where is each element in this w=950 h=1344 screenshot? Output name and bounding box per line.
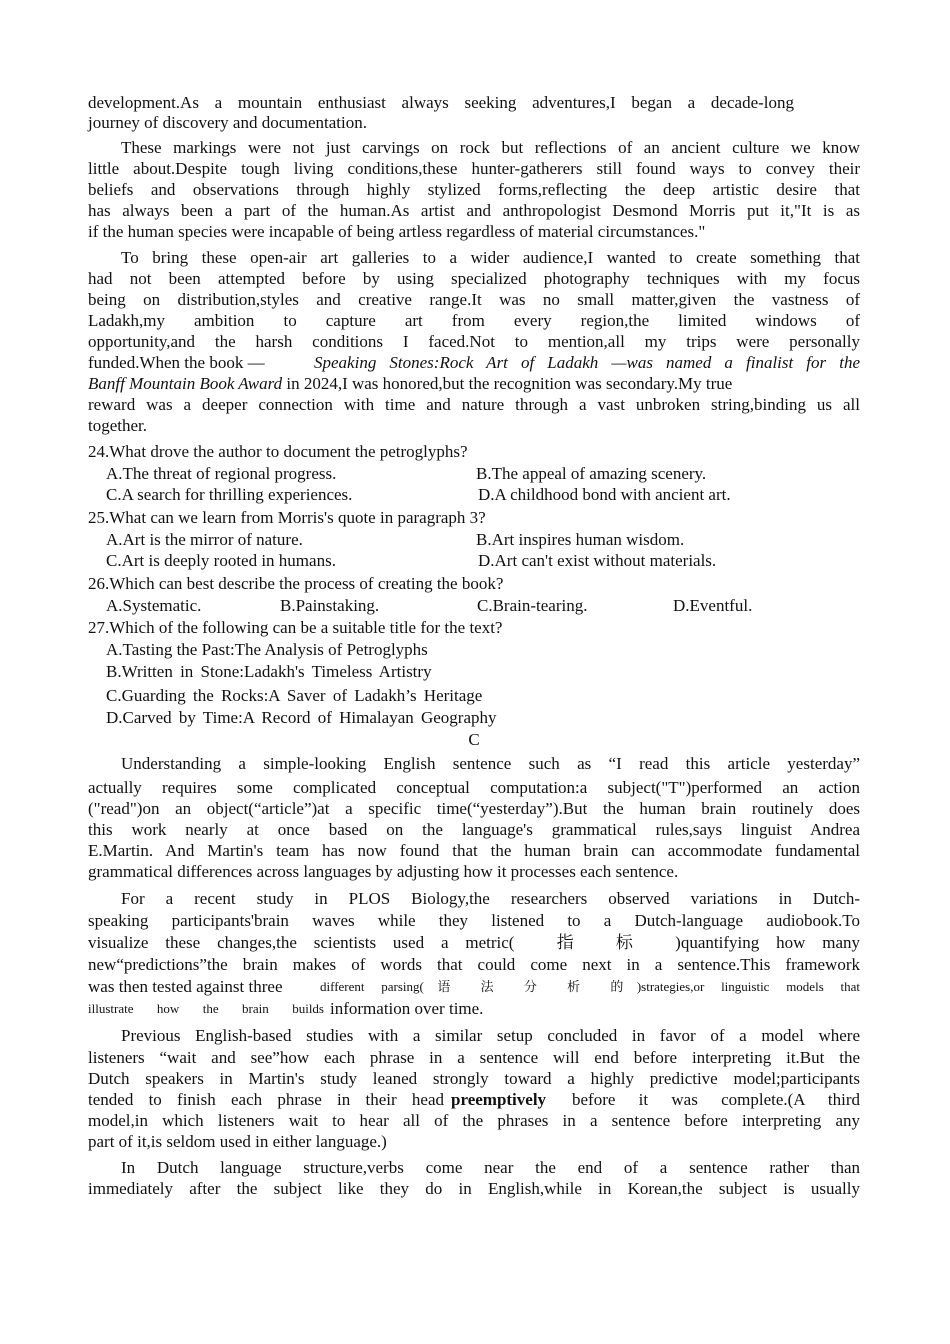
award-text: in 2024,I was honored,but the recognition was secondary.My true xyxy=(282,374,733,393)
passage-b-line: development.As a mountain enthusiast always seeking adventures,I began a decade-long xyxy=(88,93,794,112)
passage-c-line: Understanding a simple-looking English sentence such as “I read this article yesterday” xyxy=(121,754,860,773)
passage-b-line: if the human species were incapable of being artless regardless of material circumstances." xyxy=(88,222,706,241)
passage-heading: C xyxy=(468,730,480,749)
passage-c-line: new“predictions”the brain makes of words that could come next in a sentence.This framework xyxy=(88,955,860,974)
passage-b-line xyxy=(88,352,860,374)
option-d[interactable]: D.Eventful. xyxy=(673,596,753,615)
third-model-text: before it was complete.(A third xyxy=(572,1090,860,1109)
option-b[interactable]: B.The appeal of amazing scenery. xyxy=(476,464,707,483)
passage-c-line: this work nearly at once based on the language's grammatical rules,says linguist Andrea xyxy=(88,820,860,839)
passage-c-line: Dutch speakers in Martin's study leaned strongly toward a highly predictive model;participants xyxy=(88,1069,860,1088)
option-a[interactable]: A.The threat of regional progress. xyxy=(106,464,337,483)
option-d[interactable]: D.Carved by Time:A Record of Himalayan Geography xyxy=(106,708,497,727)
passage-c-line: listeners “wait and see”how each phrase in a sentence will end before interpreting it.But the xyxy=(88,1048,860,1067)
passage-c-line: grammatical differences across languages by adjusting how it processes each sentence. xyxy=(88,862,679,881)
finish-phrase-text: tended to finish each phrase in their head xyxy=(88,1090,444,1109)
passage-b-line: had not been attempted before by using specialized photography techniques with my focus xyxy=(88,269,860,288)
book-intro-text: funded.When the book — xyxy=(88,353,265,372)
illustrate-text: illustrate how the brain builds xyxy=(88,1001,324,1016)
passage-c-line: visualize these changes,the scientists used a metric( 指 标 )quantifying how many xyxy=(88,933,860,952)
passage-c-line: Previous English-based studies with a similar setup concluded in favor of a model where xyxy=(121,1026,860,1045)
passage-b-line: has always been a part of the human.As artist and anthropologist Desmond Morris put it,"It is as xyxy=(88,201,860,220)
passage-b-line xyxy=(88,373,860,395)
passage-b-line: being on distribution,styles and creative range.It was no small matter,given the vastness of xyxy=(88,290,860,309)
question-stem: 24.What drove the author to document the petroglyphs? xyxy=(88,442,468,461)
passage-c-line: model,in which listeners wait to hear all of the phrases in a sentence before interpreting any xyxy=(88,1111,860,1130)
question-stem: 26.Which can best describe the process of creating the book? xyxy=(88,574,504,593)
preemptively-bold: preemptively xyxy=(451,1090,547,1109)
passage-c-line: ("read")on an object(“article”)at a specific time(“yesterday”).But the human brain routinely does xyxy=(88,799,860,818)
option-a[interactable]: A.Art is the mirror of nature. xyxy=(106,530,303,549)
passage-c-line xyxy=(88,998,860,1020)
question-stem: 27.Which of the following can be a suitable title for the text? xyxy=(88,618,503,637)
passage-c-line: immediately after the subject like they do in English,while in Korean,the subject is usually xyxy=(88,1179,860,1198)
information-text: information over time. xyxy=(330,999,484,1018)
option-b[interactable]: B.Written in Stone:Ladakh's Timeless Artistry xyxy=(106,662,432,681)
option-a[interactable]: A.Systematic. xyxy=(106,596,202,615)
passage-b-line: Ladakh,my ambition to capture art from every region,the limited windows of xyxy=(88,311,860,330)
option-b[interactable]: B.Painstaking. xyxy=(280,596,380,615)
award-name-italic: Banff Mountain Book Award xyxy=(88,374,283,393)
passage-b-line: little about.Despite tough living conditions,these hunter-gatherers still found ways to convey their xyxy=(88,159,860,178)
option-c[interactable]: C.Art is deeply rooted in humans. xyxy=(106,551,336,570)
option-d[interactable]: D.A childhood bond with ancient art. xyxy=(478,485,731,504)
passage-c-line: For a recent study in PLOS Biology,the researchers observed variations in Dutch- xyxy=(121,889,860,908)
passage-c-line xyxy=(88,1089,860,1111)
framework-text: was then tested against three xyxy=(88,977,283,996)
option-d[interactable]: D.Art can't exist without materials. xyxy=(478,551,717,570)
passage-b-line: These markings were not just carvings on rock but reflections of an ancient culture we know xyxy=(121,138,860,157)
option-c[interactable]: C.A search for thrilling experiences. xyxy=(106,485,353,504)
passage-c-line: speaking participants'brain waves while they listened to a Dutch-language audiobook.To xyxy=(88,911,860,930)
passage-b-line: To bring these open-air art galleries to a wider audience,I wanted to create something that xyxy=(121,248,860,267)
passage-b-line: beliefs and observations through highly stylized forms,reflecting the deep artistic desire that xyxy=(88,180,860,199)
passage-b-line: journey of discovery and documentation. xyxy=(88,113,368,132)
passage-c-line: part of it,is seldom used in either language.) xyxy=(88,1132,387,1151)
passage-b-line: together. xyxy=(88,416,148,435)
passage-c-line: actually requires some complicated conceptual computation:a subject("T")performed an action xyxy=(88,778,860,797)
passage-b-line: reward was a deeper connection with time and nature through a vast unbroken string,binding us all xyxy=(88,395,860,414)
parsing-strategies-text: different parsing(语 法 分 析 的)strategies,or linguistic models that xyxy=(320,979,860,994)
passage-c-line: E.Martin. And Martin's team has now found that the human brain can accommodate fundamental xyxy=(88,841,860,860)
passage-b-line: opportunity,and the harsh conditions I faced.Not to mention,all my trips were personally xyxy=(88,332,860,351)
option-a[interactable]: A.Tasting the Past:The Analysis of Petroglyphs xyxy=(106,640,428,659)
passage-c-line xyxy=(88,976,860,998)
option-c[interactable]: C.Guarding the Rocks:A Saver of Ladakh’s Heritage xyxy=(106,686,483,705)
option-b[interactable]: B.Art inspires human wisdom. xyxy=(476,530,685,549)
option-c[interactable]: C.Brain-tearing. xyxy=(477,596,588,615)
passage-c-line: In Dutch language structure,verbs come near the end of a sentence rather than xyxy=(121,1158,860,1177)
question-stem: 25.What can we learn from Morris's quote in paragraph 3? xyxy=(88,508,486,527)
book-title-italic: Speaking Stones:Rock Art of Ladakh —was named a finalist for the xyxy=(314,353,860,372)
